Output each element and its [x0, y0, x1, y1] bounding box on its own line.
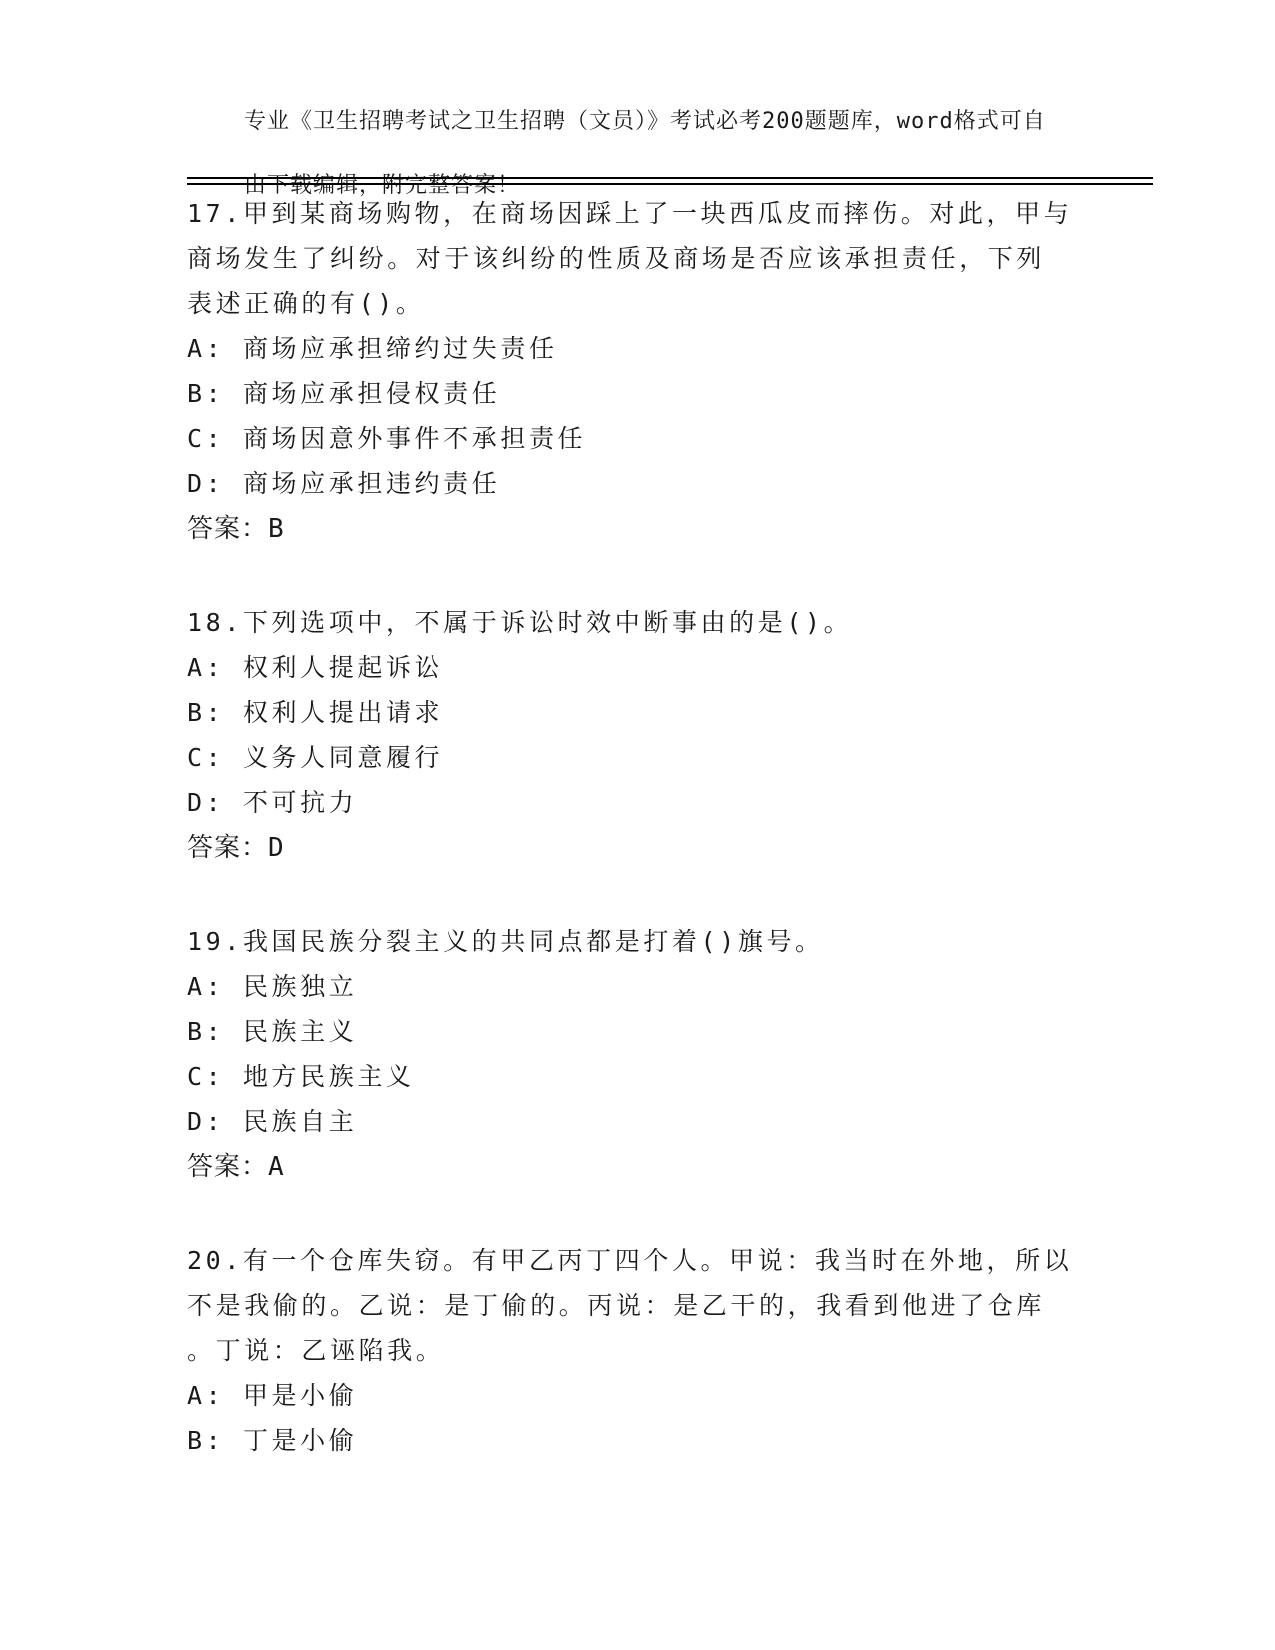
option-b: B: 权利人提出请求 [187, 698, 444, 727]
option-d: D: 不可抗力 [187, 788, 358, 817]
header-divider-bottom [187, 183, 1153, 185]
answer-label: 答案：D [187, 833, 285, 863]
question-stem [187, 919, 1087, 964]
answer-label: 答案：B [187, 514, 285, 544]
question-20 [187, 1238, 1087, 1463]
question-18 [187, 600, 1087, 871]
stem-line: 20.有一个仓库失窃。有甲乙丙丁四个人。甲说：我当时在外地，所以 [187, 1246, 1073, 1275]
stem-line: 商场发生了纠纷。对于该纠纷的性质及商场是否应该承担责任，下列 [187, 244, 1046, 273]
option-b: B: 商场应承担侵权责任 [187, 379, 501, 408]
question-stem [187, 191, 1087, 326]
option-b: B: 民族主义 [187, 1017, 358, 1046]
stem-line: 19.我国民族分裂主义的共同点都是打着()旗号。 [187, 927, 824, 956]
header-line-2: 由下载编辑，附完整答案！ [243, 173, 520, 198]
question-19 [187, 919, 1087, 1190]
option-c: C: 地方民族主义 [187, 1062, 415, 1091]
stem-line: 表述正确的有()。 [187, 289, 425, 318]
question-stem [187, 1238, 1087, 1373]
header-divider-top [187, 177, 1153, 179]
option-a: A: 权利人提起诉讼 [187, 653, 444, 682]
option-c: C: 义务人同意履行 [187, 743, 444, 772]
option-a: A: 民族独立 [187, 972, 358, 1001]
header-line-1: 专业《卫生招聘考试之卫生招聘（文员）》考试必考200题题库，word格式可自 [243, 109, 1046, 134]
answer-label: 答案：A [187, 1152, 285, 1182]
option-d: D: 商场应承担违约责任 [187, 469, 501, 498]
question-17 [187, 191, 1087, 552]
option-c: C: 商场因意外事件不承担责任 [187, 424, 587, 453]
stem-line: 18.下列选项中，不属于诉讼时效中断事由的是()。 [187, 608, 853, 637]
question-stem [187, 600, 1087, 645]
option-b: B: 丁是小偷 [187, 1426, 358, 1455]
option-a: A: 商场应承担缔约过失责任 [187, 334, 558, 363]
question-list [187, 191, 1087, 1511]
stem-line: 。丁说：乙诬陷我。 [187, 1336, 445, 1365]
stem-line: 不是我偷的。乙说：是丁偷的。丙说：是乙干的，我看到他进了仓库 [187, 1291, 1046, 1320]
option-d: D: 民族自主 [187, 1107, 358, 1136]
stem-line: 17.甲到某商场购物，在商场因踩上了一块西瓜皮而摔伤。对此，甲与 [187, 199, 1073, 228]
option-a: A: 甲是小偷 [187, 1381, 358, 1410]
